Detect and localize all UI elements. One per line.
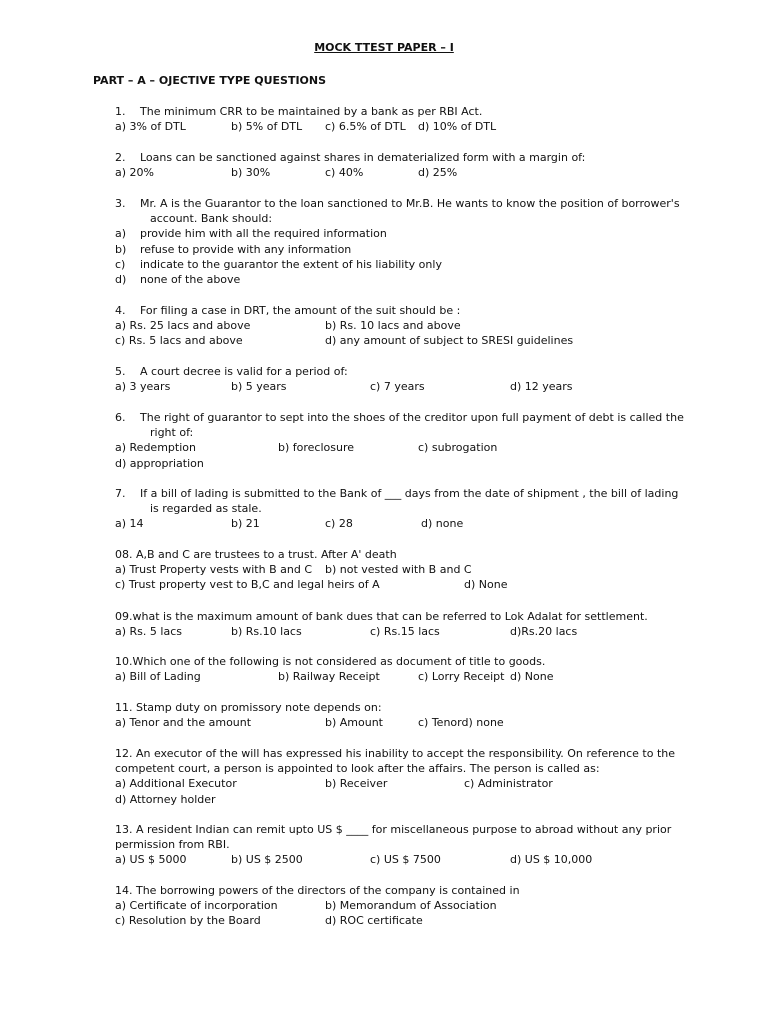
option-d: d) 10% of DTL — [418, 120, 497, 134]
option-a: a) 20% — [115, 166, 154, 180]
option-c: c) Resolution by the Board — [115, 914, 261, 928]
option-b: b) foreclosure — [278, 441, 355, 455]
question-10 — [115, 654, 695, 684]
question-number: 1. — [115, 105, 126, 118]
option-b: b) Rs. 10 lacs and above — [325, 319, 461, 333]
question-number: 6. — [115, 411, 126, 424]
option-label: a) — [115, 227, 127, 241]
question-stem: The minimum CRR to be maintained by a bank as per RBI Act. — [140, 105, 483, 118]
question-number: 5. — [115, 365, 126, 378]
question-1 — [115, 104, 695, 134]
option-b: b) 5% of DTL — [231, 120, 303, 134]
question-9 — [115, 609, 695, 639]
option-d: d)Rs.20 lacs — [510, 625, 578, 639]
option-label: b) — [115, 242, 127, 256]
question-number: 3. — [115, 197, 126, 210]
question-stem: If a bill of lading is submitted to the Bank of ___ days from the date of shipment , the bill of lading — [140, 487, 679, 500]
question-5 — [115, 364, 695, 394]
option-a: a) Bill of Lading — [115, 670, 201, 684]
option-b: b) 30% — [231, 166, 271, 180]
option-a: a) Rs. 5 lacs — [115, 625, 182, 639]
question-number: 2. — [115, 151, 126, 164]
question-13 — [115, 822, 695, 868]
option-c: c) 40% — [325, 166, 364, 180]
question-stem-continued: right of: — [150, 426, 194, 440]
question-stem: A court decree is valid for a period of: — [140, 365, 348, 378]
question-6 — [115, 410, 695, 471]
question-stem-continued: permission from RBI. — [115, 838, 230, 852]
option-b: b) Amount — [325, 716, 383, 730]
option-label: d) — [115, 272, 127, 286]
option-c: c) US $ 7500 — [370, 853, 441, 867]
question-2 — [115, 150, 695, 180]
option-a: a) Tenor and the amount — [115, 716, 252, 730]
question-stem-continued: is regarded as stale. — [150, 502, 262, 516]
question-12 — [115, 746, 695, 807]
option-b-text: refuse to provide with any information — [140, 242, 352, 256]
option-d: d) None — [464, 578, 508, 592]
page-title: MOCK TTEST PAPER – I — [314, 41, 454, 54]
option-label: c) — [115, 257, 126, 271]
option-d: d) Attorney holder — [115, 792, 216, 806]
question-14 — [115, 883, 695, 929]
option-a: a) US $ 5000 — [115, 853, 187, 867]
option-a: a) Redemption — [115, 441, 196, 455]
option-a: a) 14 — [115, 517, 144, 531]
option-d: d) any amount of subject to SRESI guidelines — [325, 334, 574, 348]
option-d: d) 12 years — [510, 380, 573, 394]
option-a: a) Rs. 25 lacs and above — [115, 319, 251, 333]
question-4 — [115, 303, 695, 349]
question-stem: 08. A,B and C are trustees to a trust. After A' death — [115, 548, 397, 561]
option-b: b) Receiver — [325, 777, 388, 791]
question-stem: The right of guarantor to sept into the shoes of the creditor upon full payment of debt is called the — [140, 411, 684, 424]
option-b: b) 5 years — [231, 380, 287, 394]
question-stem: Loans can be sanctioned against shares in dematerialized form with a margin of: — [140, 151, 586, 164]
option-a-text: provide him with all the required information — [140, 227, 387, 241]
option-d: d) none — [421, 517, 464, 531]
option-a: a) Additional Executor — [115, 777, 237, 791]
option-d: d) 25% — [418, 166, 458, 180]
question-7 — [115, 486, 695, 532]
question-11 — [115, 700, 695, 730]
option-c: c) Lorry Receipt — [418, 670, 505, 684]
question-number: 7. — [115, 487, 126, 500]
question-number: 4. — [115, 304, 126, 317]
option-d: d) None — [510, 670, 554, 684]
option-c: c) Rs. 5 lacs and above — [115, 334, 243, 348]
option-d: d) appropriation — [115, 456, 204, 470]
question-stem: 09.what is the maximum amount of bank dues that can be referred to Lok Adalat for settlement. — [115, 610, 648, 623]
question-stem: For filing a case in DRT, the amount of the suit should be : — [140, 304, 461, 317]
option-c: c) 7 years — [370, 380, 425, 394]
question-stem: 10.Which one of the following is not considered as document of title to goods. — [115, 655, 546, 668]
option-a: a) Certificate of incorporation — [115, 899, 278, 913]
option-c-d: c) Tenord) none — [418, 716, 504, 730]
option-a: a) 3% of DTL — [115, 120, 186, 134]
part-heading: PART – A – OJECTIVE TYPE QUESTIONS — [93, 74, 327, 87]
option-c: c) Administrator — [464, 777, 553, 791]
option-b: b) Memorandum of Association — [325, 899, 497, 913]
option-c-text: indicate to the guarantor the extent of his liability only — [140, 257, 442, 271]
option-a: a) Trust Property vests with B and C — [115, 563, 313, 577]
question-stem: Mr. A is the Guarantor to the loan sanctioned to Mr.B. He wants to know the position of borrower's — [140, 197, 680, 210]
question-stem-continued: competent court, a person is appointed to look after the affairs. The person is called as: — [115, 762, 600, 776]
option-d-text: none of the above — [140, 272, 241, 286]
option-d: d) US $ 10,000 — [510, 853, 593, 867]
question-stem: 12. An executor of the will has expressed his inability to accept the responsibility. On reference to the — [115, 747, 676, 760]
option-a: a) 3 years — [115, 380, 171, 394]
option-c: c) Trust property vest to B,C and legal heirs of A — [115, 578, 380, 592]
option-b: b) Railway Receipt — [278, 670, 380, 684]
option-c: c) subrogation — [418, 441, 498, 455]
option-c: c) Rs.15 lacs — [370, 625, 440, 639]
option-c: c) 6.5% of DTL — [325, 120, 406, 134]
option-b: b) not vested with B and C — [325, 563, 472, 577]
question-3 — [115, 196, 695, 287]
question-8 — [115, 547, 695, 593]
question-stem-continued: account. Bank should: — [150, 212, 273, 226]
option-b: b) 21 — [231, 517, 260, 531]
question-stem: 11. Stamp duty on promissory note depends on: — [115, 701, 382, 714]
option-c: c) 28 — [325, 517, 353, 531]
option-b: b) US $ 2500 — [231, 853, 303, 867]
option-d: d) ROC certificate — [325, 914, 423, 928]
option-b: b) Rs.10 lacs — [231, 625, 302, 639]
question-stem: 13. A resident Indian can remit upto US $ ____ for miscellaneous purpose to abroad without any prior — [115, 823, 672, 836]
question-stem: 14. The borrowing powers of the directors of the company is contained in — [115, 884, 520, 897]
